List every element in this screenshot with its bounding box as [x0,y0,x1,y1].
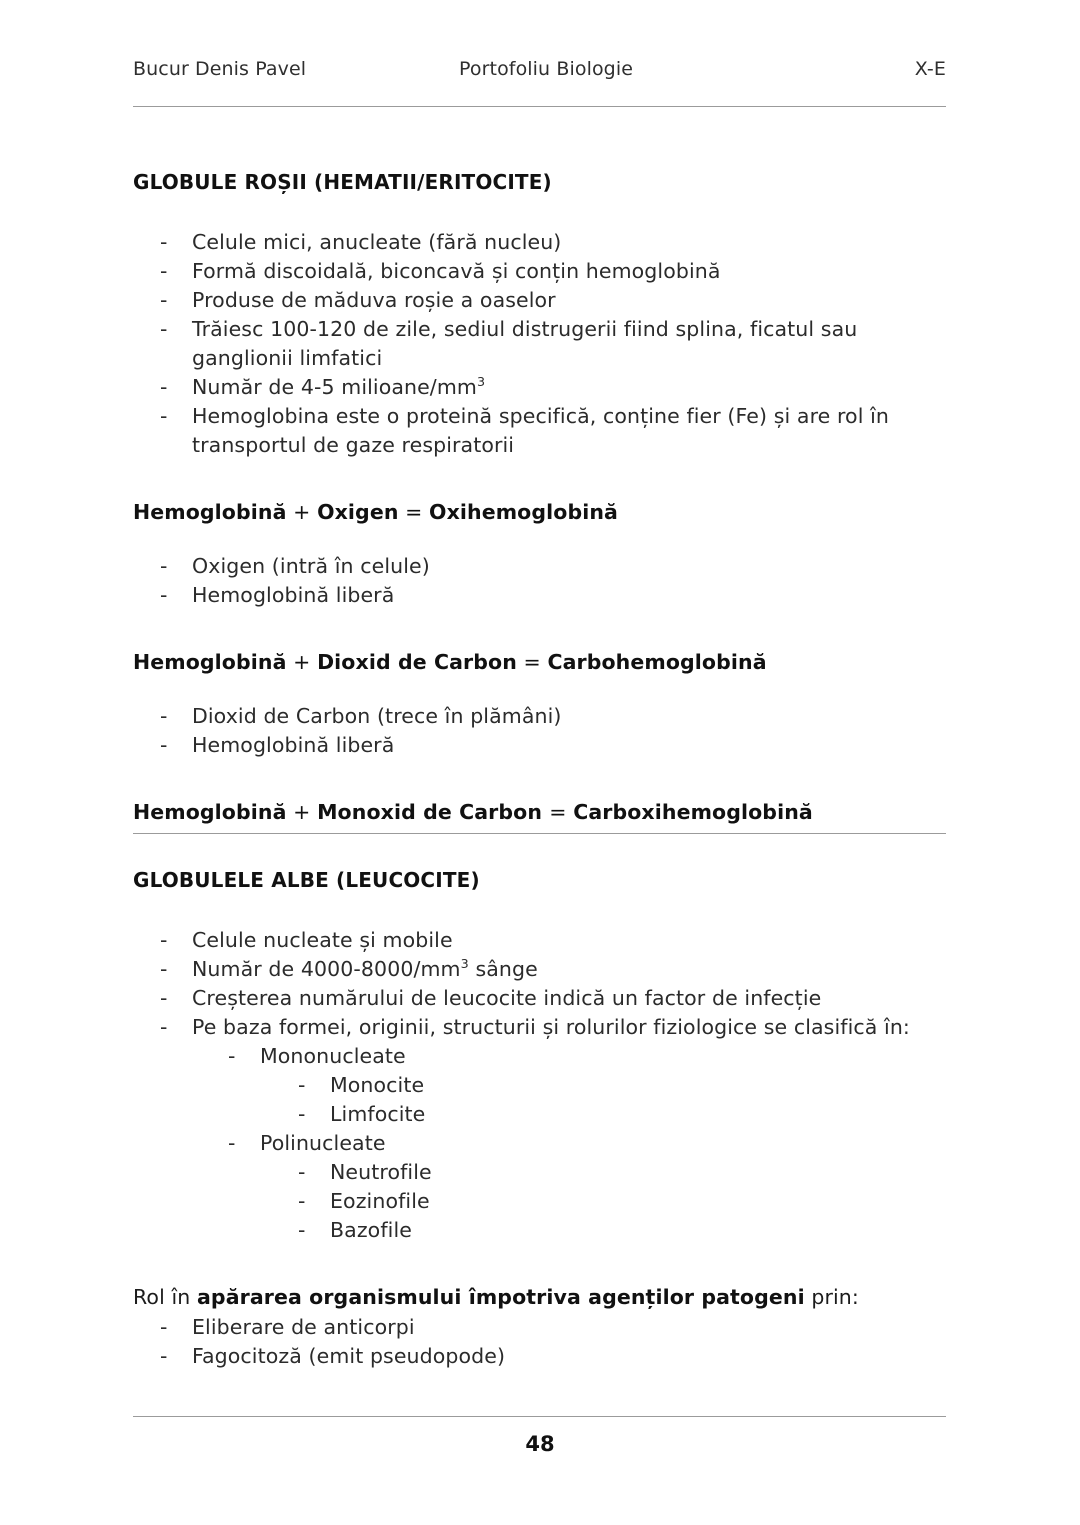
equation-term-middle: Dioxid de Carbon [317,650,517,674]
list-item-text: Număr de 4000-8000/mm [192,957,461,981]
list-item-text: Număr de 4-5 milioane/mm [192,375,477,399]
mononucleate-group [133,1042,963,1071]
section-divider [133,833,946,834]
page-header [133,58,946,80]
list-item [133,373,963,402]
leucocite-list [133,926,963,1042]
equation-term-left: Hemoglobină [133,800,287,824]
equation-term-middle: Oxigen [317,500,399,524]
list-item: - Monocite [133,1071,963,1100]
list-item: - Celule nucleate și mobile [133,926,963,955]
equation-equals: = [523,650,541,674]
equation-carbohemoglobina [133,650,963,674]
list-item: - Pe baza formei, originii, structurii și rolurilor fiziologice se clasifică în: [133,1013,963,1042]
polinucleate-items [133,1158,963,1245]
role-text-post: prin: [804,1285,859,1309]
list-item: - Formă discoidală, biconcavă și conțin hemoglobină [133,257,963,286]
list-item: - Produse de măduva roșie a oaselor [133,286,963,315]
equation-term-left: Hemoglobină [133,650,287,674]
header-divider [133,106,946,107]
header-class: X-E [914,58,946,80]
list-item: - Hemoglobină liberă [133,731,963,760]
equation-term-right: Oxihemoglobină [429,500,618,524]
superscript-three: 3 [460,956,469,972]
list-item: - Hemoglobina este o proteină specifică, conține fier (Fe) și are rol în transportul de gaze respiratorii [133,402,963,460]
equation-equals: = [549,800,567,824]
section-heading-globule-rosii: GLOBULE ROȘII (HEMATII/ERITOCITE) [133,170,552,194]
superscript-three: 3 [476,374,486,390]
header-author: Bucur Denis Pavel [133,58,307,80]
leucocite-section [133,868,963,1371]
oxihemoglobina-list [133,552,963,610]
list-item: - Creșterea numărului de leucocite indică un factor de infecție [133,984,963,1013]
list-item: - Neutrofile [133,1158,963,1187]
section-heading-globule-albe: GLOBULELE ALBE (LEUCOCITE) [133,868,480,892]
globule-rosii-list [133,228,963,460]
list-item [133,955,963,984]
equation-term-right: Carbohemoglobină [547,650,767,674]
list-item: - Eozinofile [133,1187,963,1216]
role-text-pre: Rol în [133,1285,197,1309]
equation-oxihemoglobina [133,500,963,524]
list-item: - Mononucleate [133,1042,963,1071]
page-number: 48 [525,1432,555,1456]
document-content [133,170,963,824]
list-item: - Polinucleate [133,1129,963,1158]
list-item: - Oxigen (intră în celule) [133,552,963,581]
role-paragraph [133,1285,963,1309]
list-item: - Trăiesc 100-120 de zile, sediul distrugerii fiind splina, ficatul sau ganglionii limfatici [133,315,963,373]
list-item: - Bazofile [133,1216,963,1245]
list-item: - Limfocite [133,1100,963,1129]
role-text-bold: apărarea organismului împotriva agenților patogeni [196,1285,805,1309]
mononucleate-items [133,1071,963,1129]
equation-term-left: Hemoglobină [133,500,287,524]
equation-carboxihemoglobina [133,800,963,824]
equation-plus: + [293,800,311,824]
polinucleate-group [133,1129,963,1158]
equation-term-right: Carboxihemoglobină [573,800,813,824]
list-item: - Eliberare de anticorpi [133,1313,963,1342]
list-item: - Celule mici, anucleate (fără nucleu) [133,228,963,257]
equation-term-middle: Monoxid de Carbon [317,800,550,824]
list-item: - Hemoglobină liberă [133,581,963,610]
list-item: - Fagocitoză (emit pseudopode) [133,1342,963,1371]
role-list [133,1313,963,1371]
equation-plus: + [293,650,311,674]
list-item-text-tail: sânge [468,957,538,981]
carbohemoglobina-list [133,702,963,760]
equation-plus: + [293,500,311,524]
footer-divider [133,1416,946,1417]
list-item: - Dioxid de Carbon (trece în plămâni) [133,702,963,731]
header-title: Portofoliu Biologie [459,58,634,80]
equation-equals: = [405,500,423,524]
